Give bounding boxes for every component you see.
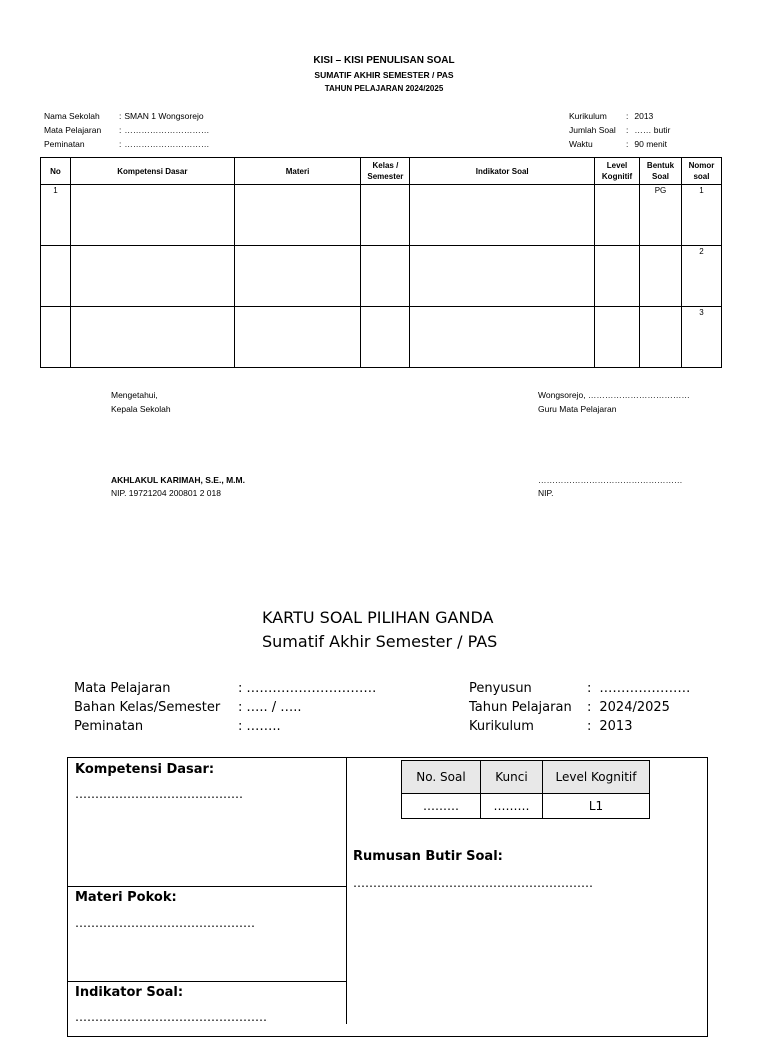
table-cell — [410, 307, 595, 368]
info-sep: : — [587, 681, 592, 696]
signature-left-nip: NIP. 19721204 200801 2 018 — [111, 488, 221, 498]
table-cell — [361, 307, 410, 368]
info-value: 2024/2025 — [599, 700, 670, 715]
signature-left-intro: Mengetahui, — [111, 390, 158, 400]
indikator-label: Indikator Soal: — [75, 985, 184, 1000]
table-cell — [410, 185, 595, 246]
info-value: ………………… — [599, 681, 691, 696]
info-sep: : — [238, 700, 243, 715]
info-value: …….. — [246, 719, 281, 734]
table-cell — [41, 246, 71, 307]
info-label: Jumlah Soal — [569, 125, 616, 135]
info-value: …… butir — [634, 125, 671, 135]
info-sep: : — [238, 719, 243, 734]
header-no: No — [41, 158, 71, 185]
table-cell: 1 — [681, 185, 721, 246]
header-indikator: Indikator Soal — [410, 158, 595, 185]
signature-right-name: …………………………………………… — [538, 475, 683, 485]
info-sep: : — [119, 111, 122, 121]
table-cell — [41, 307, 71, 368]
card-info-right — [469, 679, 690, 736]
table-cell — [595, 307, 640, 368]
header-materi: Materi — [234, 158, 361, 185]
document-subtitle: SUMATIF AKHIR SEMESTER / PAS — [314, 70, 454, 80]
table-cell: 2 — [681, 246, 721, 307]
info-label: Nama Sekolah — [44, 111, 100, 121]
info-value: 2013 — [599, 719, 633, 734]
card-row-divider — [67, 886, 347, 887]
signature-left-role: Kepala Sekolah — [111, 404, 171, 414]
table-row — [402, 794, 650, 819]
info-row — [74, 679, 376, 698]
info-sep: : — [626, 125, 629, 135]
header-bentuk: Bentuk Soal — [640, 158, 682, 185]
kunci-table — [401, 760, 650, 819]
info-value: ….. / ….. — [246, 700, 302, 715]
table-header-row — [402, 761, 650, 794]
table-cell: 1 — [41, 185, 71, 246]
card-info-left — [74, 679, 376, 736]
table-cell — [234, 185, 361, 246]
kompetensi-label: Kompetensi Dasar: — [75, 762, 215, 777]
table-cell — [234, 246, 361, 307]
info-label: Waktu — [569, 139, 593, 149]
materi-label: Materi Pokok: — [75, 890, 177, 905]
card-row-divider — [67, 981, 347, 982]
exam-info — [569, 109, 673, 151]
header-level-kognitif: Level Kognitif — [543, 761, 650, 794]
table-cell — [640, 307, 682, 368]
info-label: Tahun Pelajaran — [469, 700, 572, 715]
table-cell — [70, 246, 234, 307]
table-cell: L1 — [543, 794, 650, 819]
info-row — [44, 109, 212, 123]
info-row — [44, 123, 212, 137]
info-sep: : — [587, 719, 592, 734]
info-value: ………………………… — [246, 681, 377, 696]
rumusan-value: …………………………………………………… — [353, 876, 593, 890]
table-row — [41, 246, 722, 307]
kompetensi-value: …………………………………… — [75, 787, 243, 801]
card-title: KARTU SOAL PILIHAN GANDA — [262, 608, 494, 627]
info-label: Peminatan — [44, 139, 85, 149]
info-row — [74, 698, 376, 717]
info-sep: : — [238, 681, 243, 696]
header-level: Level Kognitif — [595, 158, 640, 185]
info-label: Bahan Kelas/Semester — [74, 700, 221, 715]
info-value: ………………………… — [124, 125, 210, 135]
info-row — [469, 698, 690, 717]
card-subtitle: Sumatif Akhir Semester / PAS — [262, 632, 498, 651]
info-row — [44, 137, 212, 151]
table-cell: ……… — [481, 794, 543, 819]
info-value: 90 menit — [634, 139, 667, 149]
table-cell — [361, 185, 410, 246]
signature-right-place-date: Wongsorejo, ……………………………… — [538, 390, 690, 400]
info-label: Peminatan — [74, 719, 144, 734]
kisi-table — [40, 157, 722, 368]
signature-left-name: AKHLAKUL KARIMAH, S.E., M.M. — [111, 475, 245, 485]
table-cell: PG — [640, 185, 682, 246]
table-cell — [70, 185, 234, 246]
info-label: Mata Pelajaran — [74, 681, 171, 696]
info-sep: : — [119, 139, 122, 149]
table-cell — [595, 246, 640, 307]
info-sep: : — [119, 125, 122, 135]
card-column-divider — [346, 757, 347, 1024]
table-cell: ……… — [402, 794, 481, 819]
document-year: TAHUN PELAJARAN 2024/2025 — [324, 84, 444, 93]
materi-value: ……………………………………… — [75, 916, 255, 930]
info-value: ………………………… — [124, 139, 210, 149]
info-sep: : — [587, 700, 592, 715]
info-value: 2013 — [634, 111, 654, 121]
table-cell — [361, 246, 410, 307]
info-row — [569, 137, 673, 151]
header-kunci: Kunci — [481, 761, 543, 794]
signature-right-role: Guru Mata Pelajaran — [538, 404, 617, 414]
table-cell — [640, 246, 682, 307]
table-cell: 3 — [681, 307, 721, 368]
table-cell — [234, 307, 361, 368]
header-nomor: Nomor soal — [681, 158, 721, 185]
header-kompetensi: Kompetensi Dasar — [70, 158, 234, 185]
info-row — [469, 679, 690, 698]
table-cell — [70, 307, 234, 368]
table-row — [41, 185, 722, 246]
signature-right-nip: NIP. — [538, 488, 554, 498]
info-sep: : — [626, 111, 629, 121]
table-cell — [595, 185, 640, 246]
table-row — [41, 307, 722, 368]
info-label: Kurikulum — [469, 719, 534, 734]
info-row — [469, 717, 690, 736]
info-label: Penyusun — [469, 681, 532, 696]
rumusan-label: Rumusan Butir Soal: — [353, 849, 503, 864]
info-label: Mata Pelajaran — [44, 125, 102, 135]
info-row — [569, 109, 673, 123]
table-header-row — [41, 158, 722, 185]
info-label: Kurikulum — [569, 111, 607, 121]
table-cell — [410, 246, 595, 307]
info-row — [74, 717, 376, 736]
indikator-value: ………………………………………… — [75, 1010, 267, 1024]
info-row — [569, 123, 673, 137]
header-no-soal: No. Soal — [402, 761, 481, 794]
info-value: SMAN 1 Wongsorejo — [124, 111, 204, 121]
document-title: KISI – KISI PENULISAN SOAL — [313, 55, 455, 66]
school-info — [44, 109, 212, 151]
header-kelas: Kelas / Semester — [361, 158, 410, 185]
info-sep: : — [626, 139, 629, 149]
